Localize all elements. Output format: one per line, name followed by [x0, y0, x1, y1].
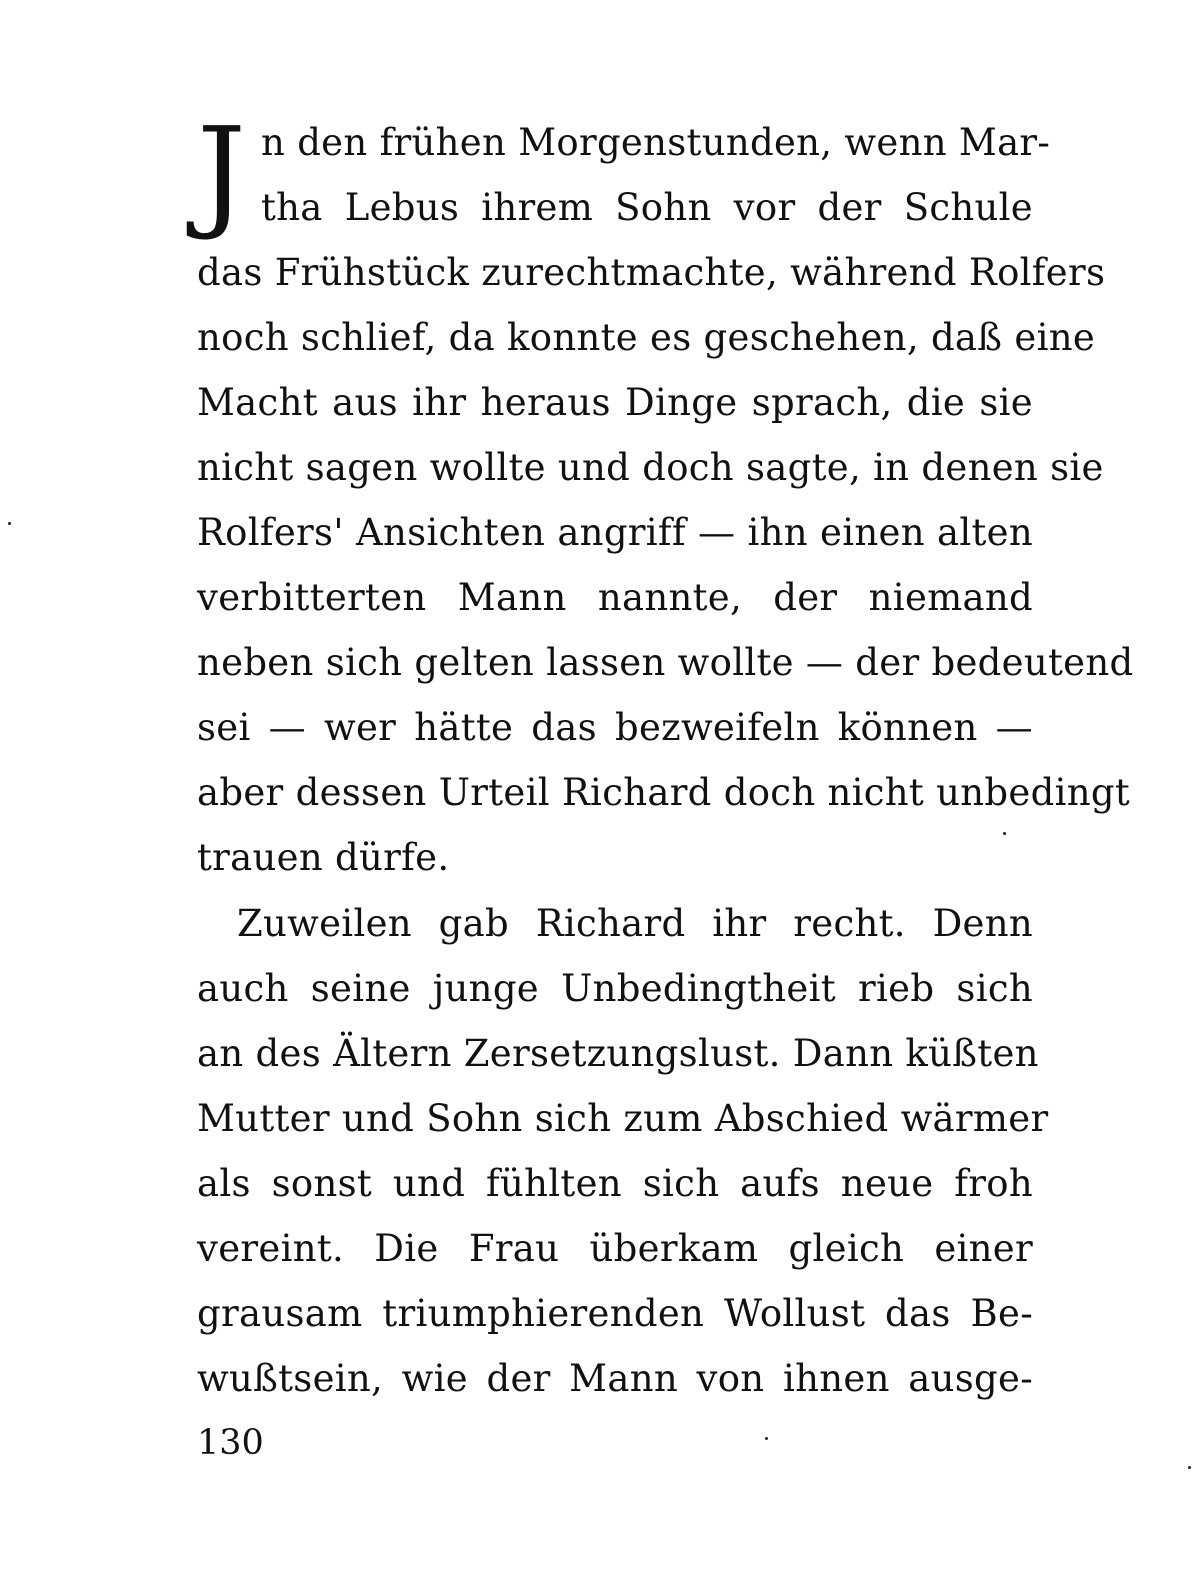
text-line: neben sich gelten lassen wollte — der bedeutend	[197, 641, 1134, 684]
text-line: grausam triumphierenden Wollust das Be-	[197, 1292, 1033, 1335]
text-line: verbitterten Mann nannte, der niemand	[197, 576, 1033, 619]
text-line: Mutter und Sohn sich zum Abschied wärmer	[197, 1097, 1049, 1140]
text-line: sei — wer hätte das bezweifeln können —	[197, 706, 1033, 749]
drop-cap-initial: J	[197, 101, 246, 243]
text-line: Macht aus ihr heraus Dinge sprach, die sie	[197, 381, 1033, 424]
scan-speck	[765, 1437, 768, 1440]
text-line: wußtsein, wie der Mann von ihnen ausge-	[197, 1357, 1033, 1400]
paragraph-2	[197, 891, 1049, 1411]
text-line: n den frühen Morgenstunden, wenn Mar-	[261, 121, 1051, 164]
text-line: auch seine junge Unbedingtheit rieb sich	[197, 967, 1033, 1010]
paragraph-1	[197, 101, 1134, 890]
text-line: Rolfers' Ansichten angriff — ihn einen alten	[197, 511, 1033, 554]
text-line: als sonst und fühlten sich aufs neue froh	[197, 1162, 1033, 1205]
text-line: trauen dürfe.	[197, 836, 450, 879]
text-line: an des Ältern Zersetzungslust. Dann küßten	[197, 1032, 1039, 1075]
text-line: tha Lebus ihrem Sohn vor der Schule	[261, 186, 1033, 229]
text-line: vereint. Die Frau überkam gleich einer	[197, 1227, 1033, 1270]
text-line: das Frühstück zurechtmachte, während Rolfers	[197, 251, 1106, 294]
text-line: noch schlief, da konnte es geschehen, daß eine	[197, 316, 1096, 359]
scan-speck	[1003, 832, 1006, 835]
text-line: nicht sagen wollte und doch sagte, in denen sie	[197, 446, 1104, 489]
text-line: aber dessen Urteil Richard doch nicht unbedingt	[197, 771, 1130, 814]
scan-speck	[8, 522, 11, 525]
page-number: 130	[197, 1423, 264, 1463]
scan-speck	[1188, 1466, 1191, 1469]
text-line: Zuweilen gab Richard ihr recht. Denn	[237, 902, 1033, 945]
